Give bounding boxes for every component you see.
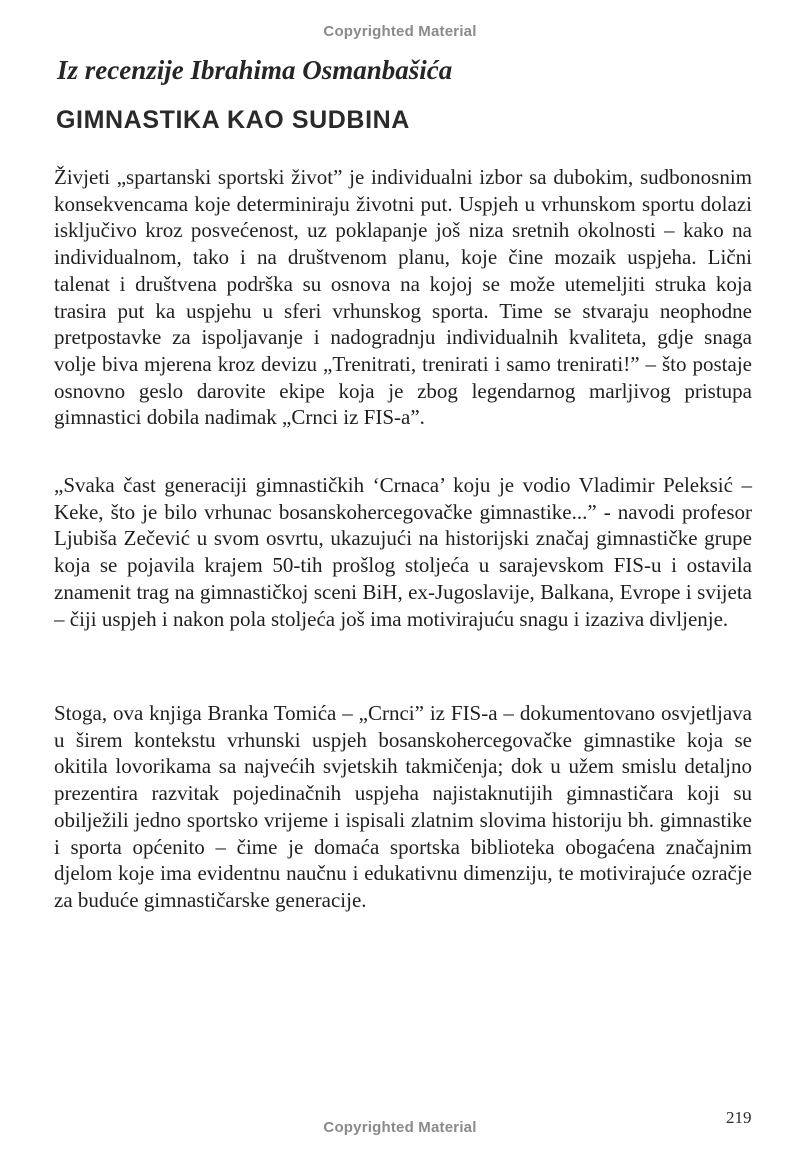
copyright-watermark-bottom: Copyrighted Material [323, 1119, 477, 1136]
body-paragraph-2: „Svaka čast generaciji gimnastičkih ‘Crnaca’ koju je vodio Vladimir Peleksić – Keke, što je bilo vrhunac bosanskohercegovačke gimnastike...” - navodi profesor Ljubiša Zečević u svom osvrtu, ukazujući na historijski značaj gimnastičke grupe koja se pojavila krajem 50-tih prošlog stoljeća u sarajevskom FIS-u i ostavila znamenit trag na gimnastičkoj sceni BiH, ex-Jugoslavije, Balkana, Evrope i svijeta – čiji uspjeh i nakon pola stoljeća još ima motivirajuću snagu i izaziva divljenje. [54, 473, 752, 631]
copyright-watermark-top: Copyrighted Material [323, 23, 477, 40]
chapter-heading: GIMNASTIKA KAO SUDBINA [56, 106, 410, 134]
page-number: 219 [726, 1108, 752, 1127]
review-title: Iz recenzije Ibrahima Osmanbašića [57, 55, 453, 85]
body-paragraph-1: Živjeti „spartanski sportski život” je individualni izbor sa dubokim, sudbonosnim konsekvencama koje determiniraju životni put. Uspjeh u vrhunskom sportu dolazi isključivo kroz posvećenost, uz poklapanje još niza sretnih okolnosti – kako na individualnom, tako i na društvenom planu, koje čine mozaik uspjeha. Lični talenat i društvena podrška su osnova na kojoj se može utemeljiti struka koja trasira put ka uspjehu u sferi vrhunskog sporta. Time se stvaraju neophodne pretpostavke za ispoljavanje i nadogradnju individualnih kvaliteta, gdje snaga volje biva mjerena kroz devizu „Trenitrati, trenirati i samo trenirati!” – što postaje osnovno geslo darovite ekipe koja je zbog legendarnog marljivog pristupa gimnastici dobila nadimak „Crnci iz FIS-a”. [54, 165, 752, 430]
body-paragraph-3: Stoga, ova knjiga Branka Tomića – „Crnci” iz FIS-a – dokumentovano osvjetljava u širem kontekstu vrhunski uspjeh bosanskohercegovačke gimnastike koja se okitila lovorikama sa najvećih svjetskih takmičenja; dok u užem smislu detaljno prezentira razvitak pojedinačnih uspjeha najistaknutijih gimnastičara koji su obilježili jedno sportsko vrijeme i ispisali zlatnim slovima historiju bh. gimnastike i sporta općenito – čime je domaća sportska biblioteka obogaćena značajnim djelom koje ima evidentnu naučnu i edukativnu dimenziju, te motivirajuće ozračje za buduće gimnastičarske generacije. [54, 701, 752, 912]
